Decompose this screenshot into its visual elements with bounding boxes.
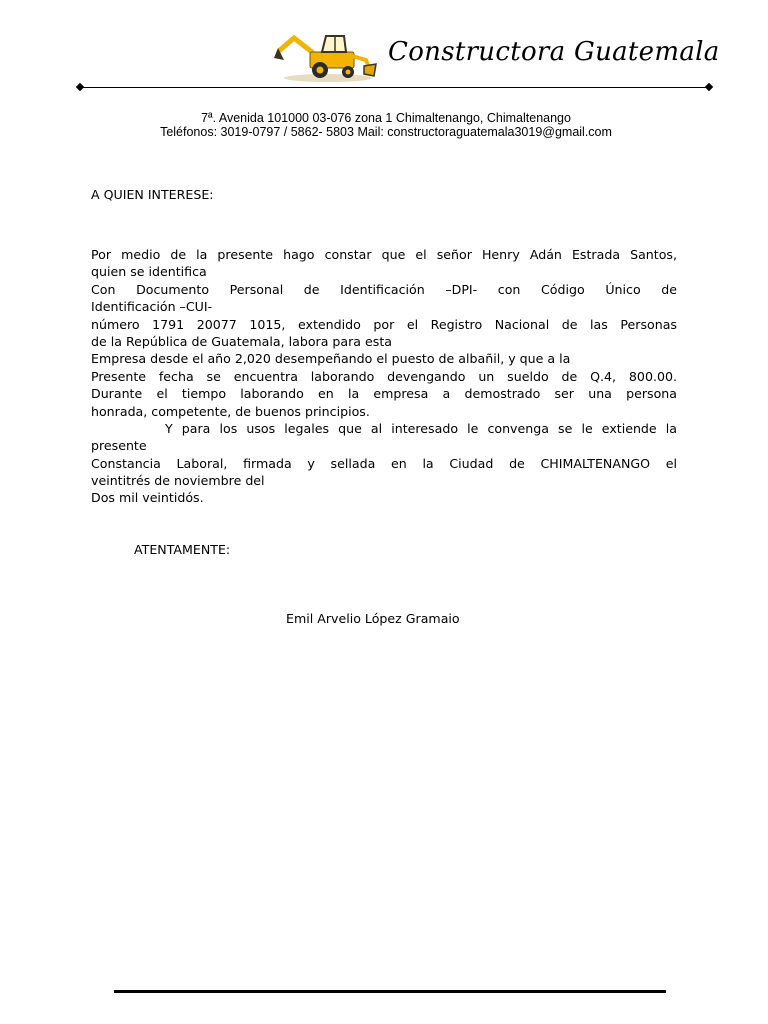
body-line: de la República de Guatemala, labora para esta <box>91 333 392 349</box>
body-line: presente <box>91 438 147 454</box>
body-line: número 1791 20077 1015, extendido por el Registro Nacional de las Personas <box>91 316 677 332</box>
body-line: Presente fecha se encuentra laborando devengando un sueldo de Q.4, 800.00. <box>91 368 677 384</box>
body-line: Con Documento Personal de Identificación –DPI- con Código Único de <box>91 281 677 297</box>
body-line: veintitrés de noviembre del <box>91 473 265 489</box>
body-line: quien se identifica <box>91 264 207 280</box>
body-line: Dos mil veintidós. <box>91 490 204 506</box>
company-name: Constructora Guatemala <box>388 37 720 67</box>
backhoe-loader-icon <box>272 30 378 84</box>
letterhead-contact-block <box>0 111 768 139</box>
body-line: Constancia Laboral, firmada y sellada en la Ciudad de CHIMALTENANGO el <box>91 455 677 471</box>
salutation: A QUIEN INTERESE: <box>91 187 214 202</box>
header-divider-left-ornament <box>76 83 84 91</box>
letter-body <box>91 246 677 507</box>
header-divider <box>80 87 710 88</box>
body-line: Por medio de la presente hago constar que el señor Henry Adán Estrada Santos, <box>91 247 677 262</box>
body-line: Durante el tiempo laborando en la empresa a demostrado ser una persona <box>91 386 677 402</box>
header-divider-right-ornament <box>705 83 713 91</box>
body-line: Y para los usos legales que al interesado le convenga se le extiende la <box>165 420 677 436</box>
contact-line: Teléfonos: 3019-0797 / 5862- 5803 Mail: constructoraguatemala3019@gmail.com <box>160 125 612 139</box>
body-line: honrada, competente, de buenos principios. <box>91 403 370 419</box>
closing: ATENTAMENTE: <box>134 542 231 557</box>
body-line: Identificación –CUI- <box>91 299 213 315</box>
footer-divider <box>114 990 666 993</box>
signer-name: Emil Arvelio López Gramaio <box>286 611 460 626</box>
body-line: Empresa desde el año 2,020 desempeñando el puesto de albañil, y que a la <box>91 351 571 367</box>
address-line: 7ª. Avenida 101000 03-076 zona 1 Chimaltenango, Chimaltenango <box>201 111 571 125</box>
